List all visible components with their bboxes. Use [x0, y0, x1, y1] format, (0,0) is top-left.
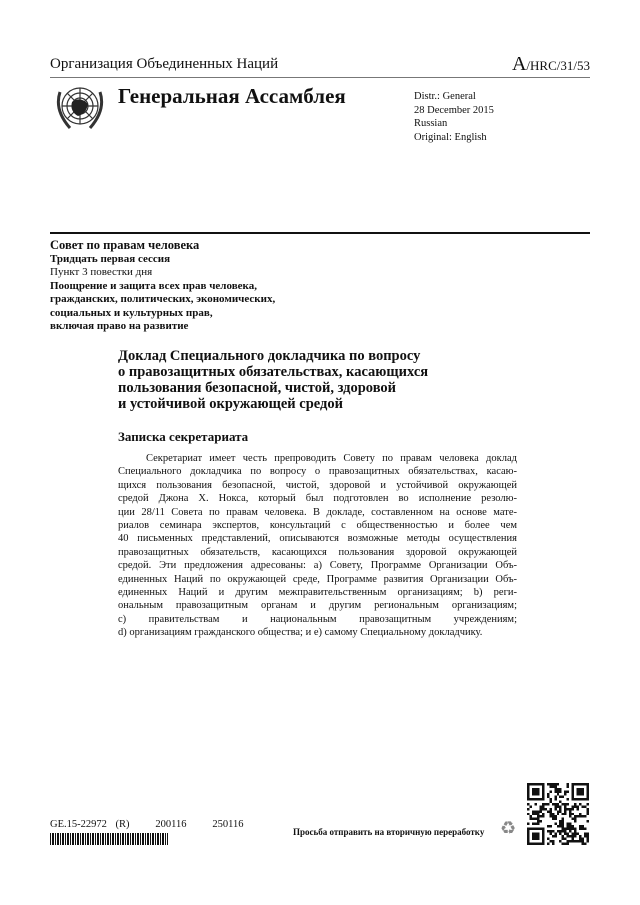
original-language: Original: English	[414, 131, 487, 143]
paragraph-line: d) организациям гражданского общества; и e) самому Специальному докладчику.	[118, 627, 483, 639]
council-name: Совет по правам человека	[50, 238, 200, 252]
body-name: Генеральная Ассамблея	[118, 84, 346, 108]
note-heading: Записка секретариата	[118, 429, 249, 444]
organization-name: Организация Объединенных Наций	[50, 56, 279, 72]
paragraph-line: c) правительствам и национальным правозащитным учреждениям;	[118, 613, 517, 625]
paragraph-line: Секретариат имеет честь препроводить Совету по правам человека доклад	[146, 453, 517, 464]
title-line: о правозащитных обязательствах, касающихся	[118, 364, 429, 380]
paragraph-line: средой Джона Х. Нокса, который был подготовлен во исполнение резолю-	[118, 493, 517, 505]
title-line: пользования безопасной, чистой, здоровой	[118, 380, 397, 396]
language: Russian	[414, 118, 448, 129]
agenda-item: Пункт 3 повестки дня	[50, 266, 153, 278]
date: 28 December 2015	[414, 104, 494, 116]
session: Тридцать первая сессия	[50, 252, 171, 265]
agenda-title-line: гражданских, политических, экономических,	[50, 293, 276, 305]
qr-code-icon	[527, 783, 589, 845]
agenda-title-line: социальных и культурных прав,	[50, 306, 213, 319]
un-emblem-icon	[52, 82, 108, 134]
body-paragraph	[118, 452, 517, 640]
barcode	[50, 833, 168, 845]
recycle-text: Просьба отправить на вторичную переработку	[293, 827, 485, 837]
paragraph-line: риалов семинара экспертов, консультаций с общественностью и более чем	[118, 520, 517, 532]
agenda-title-line: включая право на развитие	[50, 320, 189, 332]
paragraph-line: единенных Наций и другим межправительственным организациям; b) реги-	[118, 587, 517, 599]
document-symbol	[512, 53, 590, 76]
title-line: и устойчивой окружающей средой	[118, 396, 343, 412]
paragraph-line: щихся пользования безопасной, чистой, здоровой и устойчивой окружающей	[118, 479, 517, 491]
distribution-block	[414, 90, 494, 144]
paragraph-line: 40 письменных представлений, описываются возможные методы осуществления	[118, 533, 517, 545]
recycle-icon: ♻	[500, 818, 517, 838]
report-title	[118, 348, 428, 412]
distr: Distr.: General	[414, 91, 476, 102]
agenda-title-line: Поощрение и защита всех прав человека,	[50, 279, 257, 292]
paragraph-line: правозащитных обязательств, касающихся пользования здоровой окружающей	[118, 546, 517, 558]
paragraph-line: средой. Эти предложения адресованы: a) Совету, Программе Организации Объ-	[118, 560, 517, 572]
paragraph-line: ональным правозащитным органам и другим региональным организациям;	[118, 600, 517, 612]
council-block	[50, 239, 275, 334]
paragraph-line: единенных Наций по окружающей среде, Программе развития Организации Объ-	[118, 573, 517, 585]
paragraph-line: Специального докладчика по вопросу о правозащитных обязательствах, касаю-	[118, 466, 517, 478]
symbol-letter: A	[511, 53, 527, 75]
section-rule	[50, 232, 590, 234]
title-line: Доклад Специального докладчика по вопросу	[118, 348, 421, 364]
symbol-rest: /HRC/31/53	[526, 58, 590, 73]
job-number: GE.15-22972 (R) 200116 250116	[50, 819, 244, 830]
header-rule	[50, 77, 590, 78]
paragraph-line: ции 28/11 Совета по правам человека. В докладе, составленном на основе мате-	[118, 506, 517, 518]
